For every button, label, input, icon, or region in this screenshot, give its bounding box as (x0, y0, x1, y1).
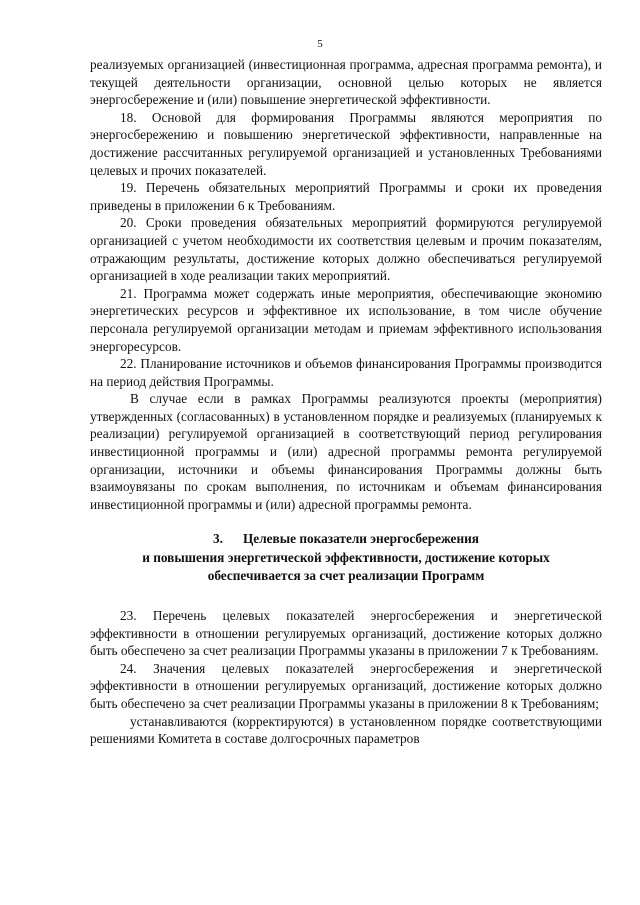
paragraph-20: 20. Сроки проведения обязательных мероприятий формируются регулируемой организацией с учетом необходимости их соответствия целевым и прочим показателям, отражающим результаты, достижение которых должно обеспечиваться регулируемой организацией в ходе реализации таких мероприятий. (90, 215, 602, 284)
section-heading-line-2: и повышения энергетической эффективности, достижение которых (142, 549, 550, 565)
paragraph-22-cont: В случае если в рамках Программы реализуются проекты (мероприятия) утвержденных (согласованных) в установленном порядке и реализуемых (планируемых к реализации) регулируемой организацией в соответствующий период регулирования инвестиционной программы и (или) адресной программы ремонта регулируемой организации, источники и объемы финансирования Программы должны быть взаимоувязаны по срокам выполнения, по источникам и объемам финансирования инвестиционной программы и (или) адресной программы ремонта. (90, 391, 602, 512)
paragraph-21: 21. Программа может содержать иные мероприятия, обеспечивающие экономию энергетических ресурсов и эффективное их использование, в том числе обучение персонала регулируемой организации методам и приемам эффективного использования энергоресурсов. (90, 285, 602, 354)
paragraph-continuation: реализуемых организацией (инвестиционная программа, адресная программа ремонта), и текущей деятельности организации, основной целью которых не является энергосбережение и (или) повышение энергетической эффективности. (90, 57, 602, 108)
section-heading-line-3: обеспечивается за счет реализации Программ (207, 568, 485, 584)
paragraph-18: 18. Основой для формирования Программы являются мероприятия по энергосбережению и повышению энергетической эффективности, направленные на достижение рассчитанных регулируемой организацией и установленных Требованиями целевых и прочих показателей. (90, 109, 602, 178)
page-number: 5 (317, 38, 323, 50)
document-body (90, 56, 602, 748)
paragraph-24-cont: устанавливаются (корректируются) в установленном порядке соответствующими решениями Комитета в составе долгосрочных параметров (90, 713, 602, 747)
paragraph-19: 19. Перечень обязательных мероприятий Программы и сроки их проведения приведены в приложении 6 к Требованиям. (90, 180, 602, 213)
section-heading (90, 530, 602, 586)
paragraph-22: 22. Планирование источников и объемов финансирования Программы производится на период действия Программы. (90, 356, 602, 389)
paragraph-23: 23. Перечень целевых показателей энергосбережения и энергетической эффективности в отношении регулируемых организаций, достижение которых должно быть обеспечено за счет реализации Программы указаны в приложении 7 к Требованиям. (90, 607, 602, 659)
section-heading-line-1: 3. Целевые показатели энергосбережения (213, 531, 479, 547)
paragraph-24: 24. Значения целевых показателей энергосбережения и энергетической эффективности в отношении регулируемых организаций, достижение которых должно быть обеспечено за счет реализации Программы указаны в приложении 8 к Требованиям; (90, 660, 602, 711)
